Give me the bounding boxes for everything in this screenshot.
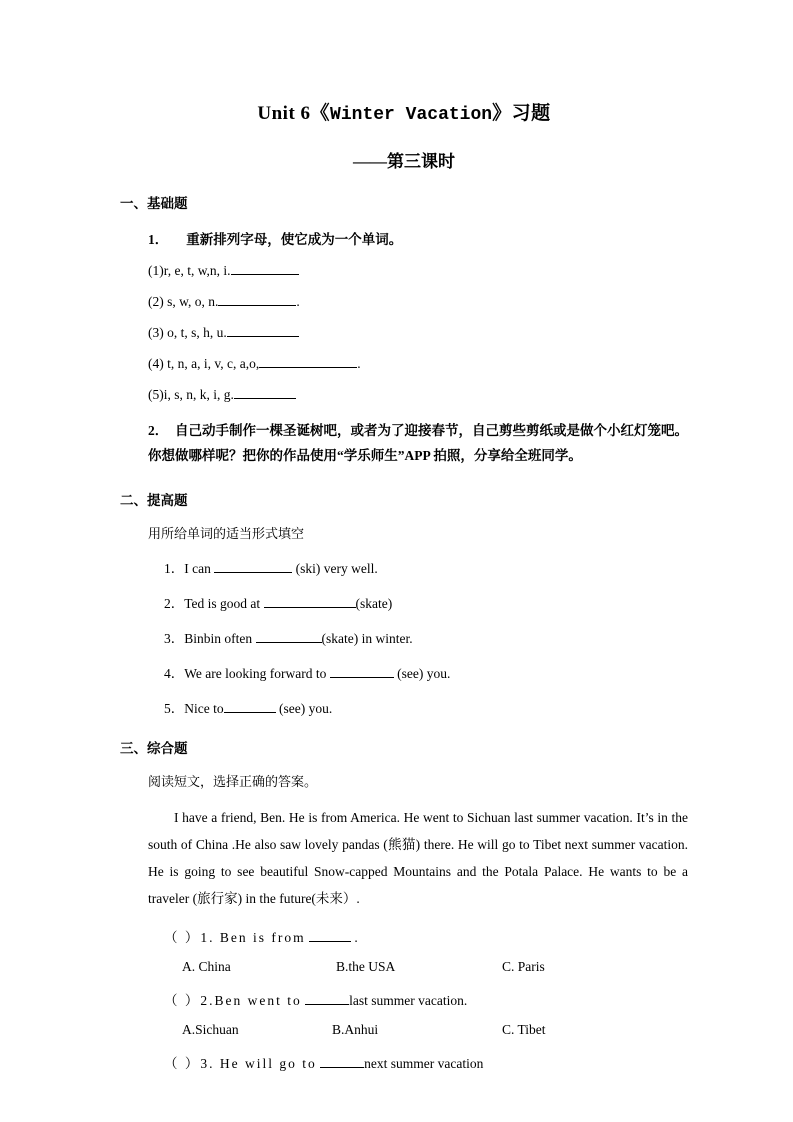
question-2-text: 自己动手制作一棵圣诞树吧，或者为了迎接春节，自己剪些剪纸或是做个小红灯笼吧。你想做哪样呢？把你的作品使用“学乐师生”APP 拍照，分享给全班同学。: [148, 423, 688, 463]
fill-item-1-prefix: 1．I can: [164, 560, 211, 576]
scramble-item-5-text: (5)i, s, n, k, i, g.: [148, 387, 234, 402]
section-heading-3: 三、综合题: [120, 740, 188, 756]
choice-question-3-suffix: next summer vacation: [364, 1055, 484, 1071]
choice-question-1-stem: （ ）1. Ben is from: [164, 929, 306, 945]
title-suffix: 》习题: [492, 103, 551, 124]
fill-item-3: [164, 627, 688, 647]
option-a[interactable]: A. China: [182, 958, 231, 974]
choice-question-3-stem: （ ）3. He will go to: [164, 1055, 317, 1071]
fill-item-2: [164, 592, 688, 612]
option-c[interactable]: C. Tibet: [502, 1021, 546, 1037]
reading-passage: [148, 804, 688, 912]
fill-item-4-suffix: (see) you.: [397, 665, 451, 681]
fill-item-5-suffix: (see) you.: [279, 700, 333, 716]
answer-blank[interactable]: [264, 607, 356, 608]
scramble-item-4-text: (4) t, n, a, i, v, c, a,o,: [148, 356, 260, 371]
question-1-text: 重新排列字母，使它成为一个单词。: [186, 232, 403, 247]
option-b[interactable]: B.Anhui: [332, 1021, 379, 1037]
scramble-item-1: [148, 263, 688, 279]
option-b[interactable]: B.the USA: [336, 958, 396, 974]
answer-blank[interactable]: [305, 1004, 349, 1005]
choice-question-1-suffix: .: [354, 929, 358, 945]
passage-text: I have a friend, Ben. He is from America. He went to Sichuan last summer vacation. It’s in the south of China .He also saw lovely pandas (熊猫) there. He will go to Tibet next summer vacation. He is going to see beautiful Snow-capped Mountains and the Potala Palace. He wants to be a traveler (旅行家) in the future(未来）.: [148, 809, 688, 906]
scramble-item-2-text: (2) s, w, o, n.: [148, 294, 219, 309]
answer-blank[interactable]: [214, 572, 292, 573]
fill-item-4-prefix: 4．We are looking forward to: [164, 665, 327, 681]
answer-blank[interactable]: [330, 677, 394, 678]
fill-item-5-prefix: 5．Nice to: [164, 700, 224, 716]
choice-question-2-options: [182, 1022, 688, 1038]
fill-item-2-suffix: (skate): [355, 595, 393, 611]
option-c[interactable]: C. Paris: [502, 958, 545, 974]
answer-blank[interactable]: [256, 642, 322, 643]
choice-question-3: [164, 1052, 688, 1072]
answer-blank[interactable]: [320, 1067, 364, 1068]
scramble-item-4: [148, 356, 688, 372]
question-2-number: 2．: [148, 423, 169, 438]
page-title: [120, 98, 688, 125]
fill-item-3-suffix: (skate) in winter.: [321, 630, 413, 646]
fill-item-4: [164, 662, 688, 682]
answer-blank[interactable]: [231, 274, 299, 275]
question-1-title: [148, 228, 688, 248]
question-1-number: 1．: [148, 232, 169, 247]
choice-question-2-stem: （ ）2.Ben went to: [164, 992, 302, 1008]
answer-blank[interactable]: [218, 305, 296, 306]
page-subtitle: ——第三课时: [353, 152, 455, 171]
fill-item-1-suffix: (ski) very well.: [295, 560, 378, 576]
scramble-item-3: [148, 325, 688, 341]
scramble-item-2-trailing: .: [296, 294, 300, 309]
answer-blank[interactable]: [227, 336, 299, 337]
section-heading-1: 一、基础题: [120, 196, 188, 211]
section-heading-2: 二、提高题: [120, 492, 188, 508]
choice-question-2: [164, 989, 688, 1009]
question-2: [148, 419, 688, 469]
scramble-item-3-text: (3) o, t, s, h, u.: [148, 325, 227, 340]
answer-blank[interactable]: [234, 398, 296, 399]
answer-blank[interactable]: [259, 367, 357, 368]
section-2-instruction: 用所给单词的适当形式填空: [148, 525, 305, 541]
fill-item-3-prefix: 3．Binbin often: [164, 630, 253, 646]
choice-question-2-suffix: last summer vacation.: [349, 992, 468, 1008]
title-english: Winter Vacation: [330, 105, 493, 125]
scramble-item-2: [148, 294, 688, 310]
scramble-item-5: [148, 387, 688, 403]
option-a[interactable]: A.Sichuan: [182, 1021, 239, 1037]
fill-item-5: [164, 697, 688, 717]
answer-blank[interactable]: [224, 712, 276, 713]
fill-item-2-prefix: 2．Ted is good at: [164, 595, 261, 611]
section-3-instruction: 阅读短文，选择正确的答案。: [148, 773, 318, 789]
choice-question-1-options: [182, 959, 688, 975]
scramble-item-1-text: (1)r, e, t, w,n, i.: [148, 263, 231, 278]
scramble-item-4-trailing: .: [357, 356, 361, 371]
title-prefix: Unit 6《: [257, 103, 331, 124]
fill-item-1: [164, 557, 688, 577]
answer-blank[interactable]: [309, 941, 351, 942]
choice-question-1: [164, 926, 688, 946]
